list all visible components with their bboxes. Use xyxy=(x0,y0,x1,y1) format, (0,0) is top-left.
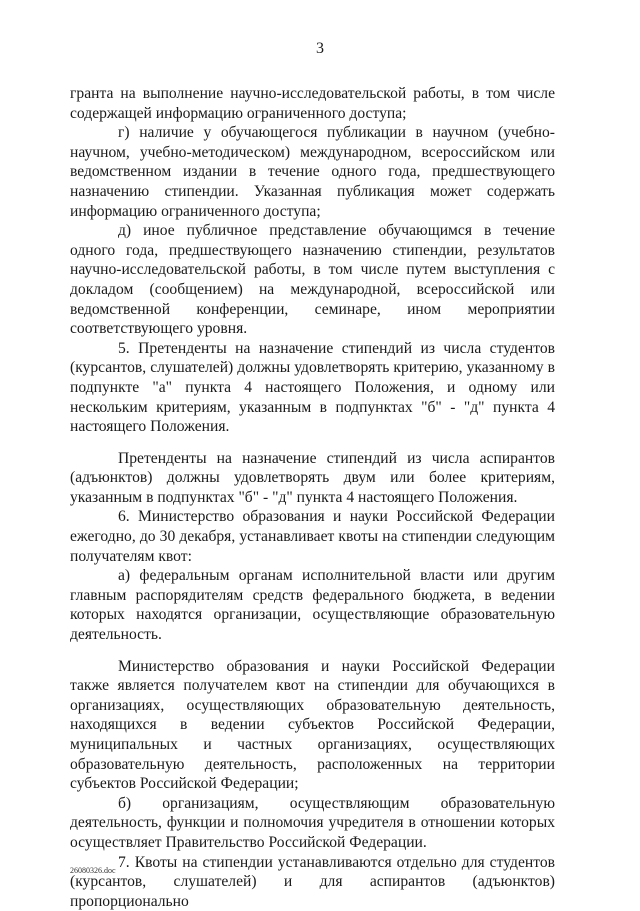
document-body xyxy=(70,84,555,911)
paragraph: д) иное публичное представление обучающимся в течение одного года, предшествующего назначению стипендии, результатов научно-исследовательской работы, в том числе путем выступления с докладом (сообщением) на международной, всероссийской или ведомственной конференции, семинаре, ином мероприятии соответствующего уровня. xyxy=(70,222,555,338)
paragraph: Министерство образования и науки Российской Федерации также является получателем квот на стипендии для обучающихся в организациях, осуществляющих образовательную деятельность, находящихся в ведении субъектов Российской Федерации, муниципальных и частных организациях, осуществляющих образовательную деятельность, расположенных на территории субъектов Российской Федерации; xyxy=(70,657,555,793)
paragraph: б) организациям, осуществляющим образовательную деятельность, функции и полномочия учредителя в отношении которых осуществляет Правительство Российской Федерации. xyxy=(70,794,555,851)
file-name-footer: 26080326.doc xyxy=(70,866,116,875)
paragraph: г) наличие у обучающегося публикации в научном (учебно-научном, учебно-методическом) международном, всероссийском или ведомственном издании в течение одного года, предшествующего назначению стипендии. Указанная публикация может содержать информацию ограниченного доступа; xyxy=(70,124,555,220)
paragraph: 7. Квоты на стипендии устанавливаются отдельно для студентов (курсантов, слушателей) и для аспирантов (адъюнктов) пропорционально xyxy=(70,853,555,910)
paragraph: а) федеральным органам исполнительной власти или другим главным распорядителям средств федерального бюджета, в ведении которых находятся организации, осуществляющие образовательную деятельность. xyxy=(70,567,555,644)
paragraph: Претенденты на назначение стипендий из числа аспирантов (адъюнктов) должны удовлетворять двум или более критериям, указанным в подпунктах "б" - "д" пункта 4 настоящего Положения. xyxy=(70,449,555,506)
page-number: 3 xyxy=(316,40,324,57)
paragraph: 6. Министерство образования и науки Российской Федерации ежегодно, до 30 декабря, устанавливает квоты на стипендии следующим получателям квот: xyxy=(70,508,555,565)
paragraph: гранта на выполнение научно-исследовательской работы, в том числе содержащей информацию ограниченного доступа; xyxy=(70,85,555,122)
paragraph: 5. Претенденты на назначение стипендий из числа студентов (курсантов, слушателей) должны удовлетворять критерию, указанному в подпункте "а" пункта 4 настоящего Положения, и одному или нескольким критериям, указанным в подпунктах "б" - "д" пункта 4 настоящего Положения. xyxy=(70,339,555,436)
